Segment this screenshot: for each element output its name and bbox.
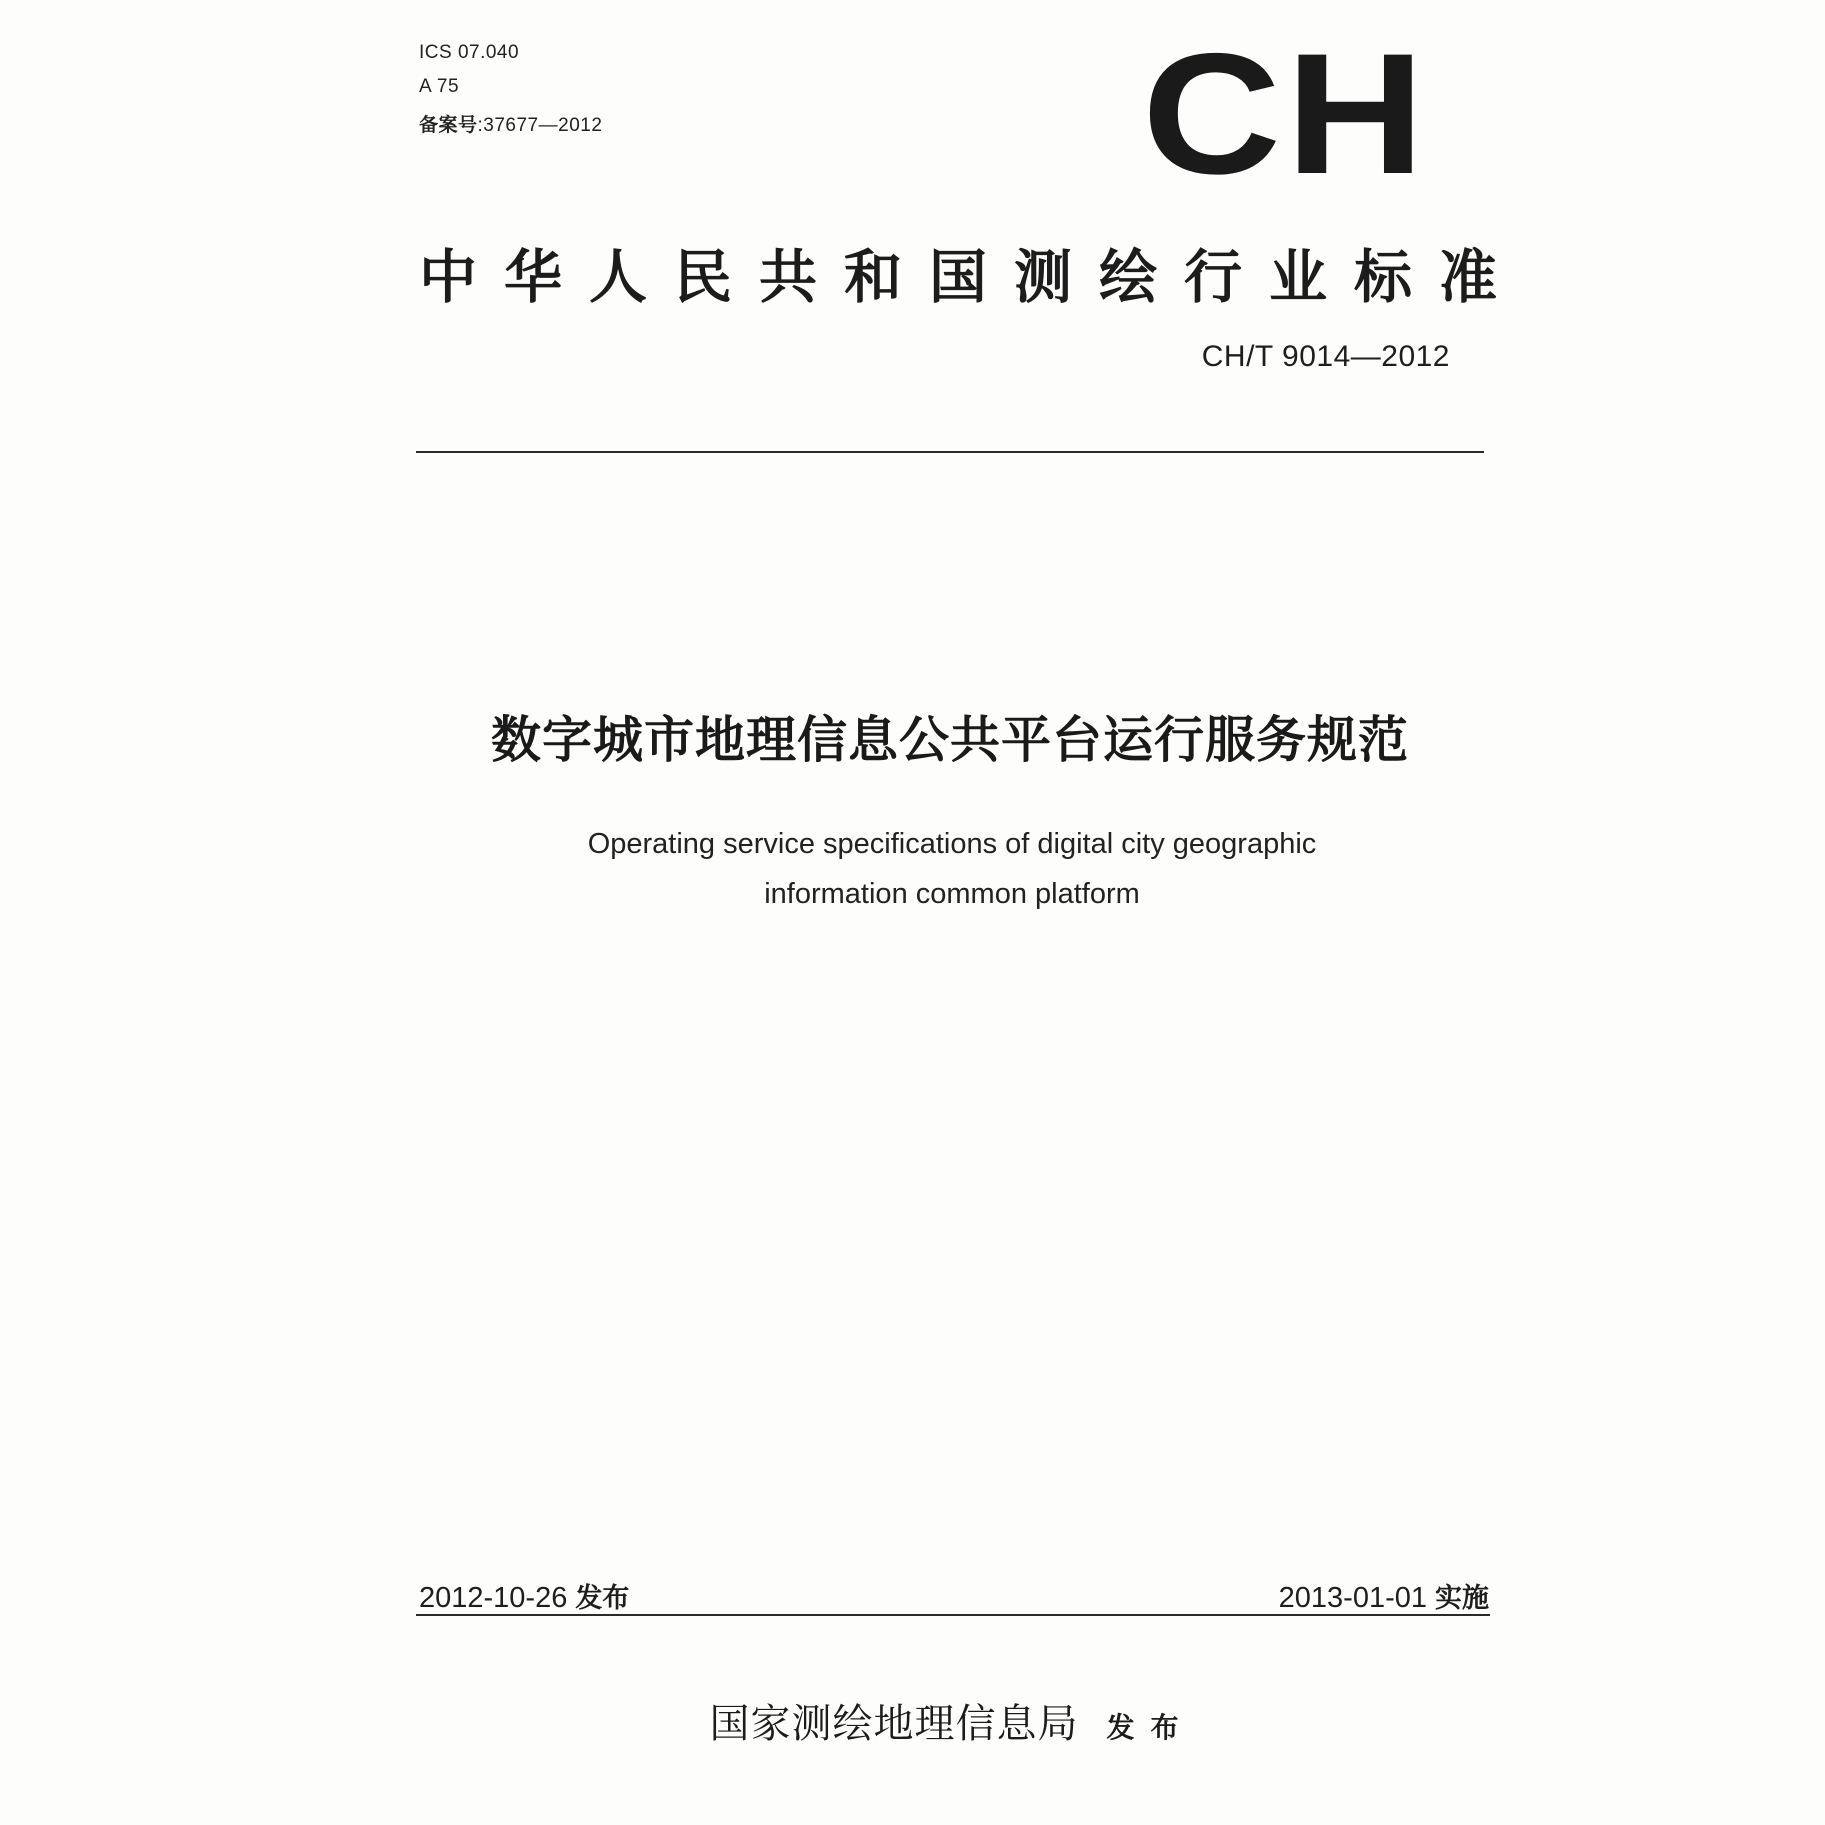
bottom-divider	[416, 1614, 1490, 1616]
implementation-date	[1279, 1576, 1489, 1615]
implementation-date-value: 2013-01-01	[1278, 1582, 1427, 1614]
publisher	[0, 1692, 1825, 1749]
standard-number: CH/T 9014—2012	[1201, 340, 1450, 373]
publisher-action: 发布	[1106, 1711, 1195, 1744]
document-title-en-line2: information common platform	[764, 878, 1140, 910]
ch-logo: CH	[1142, 18, 1430, 210]
document-title-cn: 数字城市地理信息公共平台运行服务规范	[491, 711, 1409, 769]
top-divider	[416, 451, 1484, 453]
national-standard-title: 中华人民共和国测绘行业标准	[419, 243, 1525, 311]
document-title-en	[0, 819, 1825, 919]
issue-date-value: 2012-10-26	[419, 1582, 568, 1614]
issue-date	[419, 1576, 629, 1615]
record-number-label: 备案号	[419, 115, 478, 136]
implementation-date-label: 实施	[1435, 1583, 1489, 1614]
record-number-value: :37677—2012	[477, 115, 603, 136]
record-number	[419, 110, 602, 137]
publisher-org: 国家测绘地理信息局	[709, 1701, 1079, 1747]
ics-code: ICS 07.040	[419, 42, 520, 63]
issue-date-label: 发布	[575, 1583, 630, 1614]
document-title-en-line1: Operating service specifications of digital city geographic	[587, 828, 1317, 860]
classification-code: A 75	[419, 76, 460, 97]
